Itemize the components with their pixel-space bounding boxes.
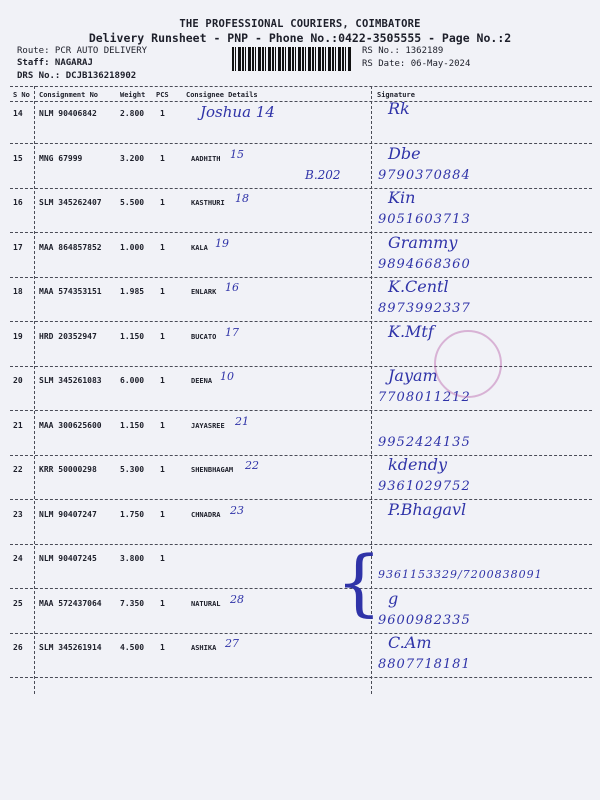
row-separator	[10, 188, 592, 189]
row-sno: 15	[13, 154, 23, 163]
row-sno: 22	[13, 465, 23, 474]
col-head-consignee: Consignee Details	[186, 91, 258, 99]
row-handwritten-number: 18	[235, 192, 249, 205]
row-consignee: AADHITH	[191, 155, 221, 163]
drs-number: DRS No.: DCJB136218902	[17, 71, 137, 81]
row-weight: 1.000	[120, 243, 145, 252]
row-weight: 5.500	[120, 198, 145, 207]
row-consignee: NATURAL	[191, 600, 221, 608]
row-separator	[10, 232, 592, 233]
row-signature-phone: 9790370884	[378, 168, 471, 183]
row-weight: 2.800	[120, 109, 145, 118]
row-pcs: 1	[160, 465, 165, 474]
row-sno: 23	[13, 510, 23, 519]
table-top-rule	[10, 86, 592, 87]
row-signature: g	[388, 589, 399, 608]
col-head-pcs: PCS	[156, 91, 169, 99]
route-label: Route: PCR AUTO DELIVERY	[17, 46, 148, 56]
row-separator	[10, 544, 592, 545]
row-handwritten-number: 10	[220, 370, 234, 383]
row-separator	[10, 410, 592, 411]
row-weight: 3.800	[120, 554, 145, 563]
row-weight: 3.200	[120, 154, 145, 163]
row-signature: Jayam	[388, 366, 438, 385]
row-consignment-no: NLM 90407247	[39, 510, 97, 519]
row-consignee: CHNADRA	[191, 511, 221, 519]
row-consignee: ENLARK	[191, 288, 217, 296]
rs-number: RS No.: 1362189	[362, 46, 444, 56]
row-handwritten-number: 27	[225, 637, 239, 650]
row-consignment-no: MNG 67999	[39, 154, 83, 163]
row-separator	[10, 588, 592, 589]
row-signature-phone: 9952424135	[378, 435, 471, 450]
row-separator	[10, 455, 592, 456]
row-consignee: DEENA	[191, 377, 213, 385]
row-handwritten-number: 19	[215, 237, 229, 250]
row-pcs: 1	[160, 154, 165, 163]
brace-mark: {	[336, 540, 382, 624]
row-signature-phone: 8973992337	[378, 301, 471, 316]
row-consignment-no: HRD 20352947	[39, 332, 97, 341]
row-pcs: 1	[160, 109, 165, 118]
row-consignment-no: MAA 300625600	[39, 421, 102, 430]
barcode	[232, 47, 352, 71]
rs-date: RS Date: 06-May-2024	[362, 59, 471, 69]
stamp	[434, 330, 502, 398]
col-head-sno: S No	[13, 91, 30, 99]
col-head-weight: Weight	[120, 91, 146, 99]
row-consignee: JAYASREE	[191, 422, 225, 430]
row-weight: 4.500	[120, 643, 145, 652]
row-handwritten-number: Joshua 14	[200, 103, 275, 121]
row-handwritten-number: 16	[225, 281, 239, 294]
row-consignment-no: SLM 345261914	[39, 643, 102, 652]
col-sep-1	[34, 86, 35, 694]
handwritten-flat: B.202	[305, 168, 341, 182]
row-signature-phone: 8807718181	[378, 657, 471, 672]
runsheet-title: Delivery Runsheet - PNP - Phone No.:0422-3505555 - Page No.:2	[88, 31, 512, 45]
row-consignment-no: MAA 572437064	[39, 599, 102, 608]
row-sno: 17	[13, 243, 23, 252]
row-pcs: 1	[160, 643, 165, 652]
row-consignment-no: MAA 574353151	[39, 287, 102, 296]
row-sno: 25	[13, 599, 23, 608]
col-head-signature: Signature	[377, 91, 415, 99]
row-consignee: KASTHURI	[191, 199, 225, 207]
row-signature: C.Am	[388, 633, 432, 652]
row-signature-phone: 7708011212	[378, 390, 471, 405]
row-handwritten-number: 15	[230, 148, 244, 161]
row-sno: 21	[13, 421, 23, 430]
row-weight: 6.000	[120, 376, 145, 385]
row-weight: 1.750	[120, 510, 145, 519]
row-pcs: 1	[160, 599, 165, 608]
row-consignee: SHENBHAGAM	[191, 466, 234, 474]
row-consignment-no: KRR 50000298	[39, 465, 97, 474]
row-consignee: ASHIKA	[191, 644, 217, 652]
header-bottom-rule	[10, 101, 592, 102]
row-handwritten-number: 23	[230, 504, 244, 517]
row-weight: 5.300	[120, 465, 145, 474]
row-consignee: BUCATO	[191, 333, 217, 341]
col-head-consignment: Consignment No	[39, 91, 99, 99]
row-weight: 1.150	[120, 421, 145, 430]
row-consignment-no: SLM 345262407	[39, 198, 102, 207]
row-sno: 14	[13, 109, 23, 118]
row-signature-phone: 9894668360	[378, 257, 471, 272]
row-sno: 26	[13, 643, 23, 652]
row-separator	[10, 277, 592, 278]
row-signature: K.Mtf	[388, 322, 434, 341]
row-pcs: 1	[160, 376, 165, 385]
row-sno: 16	[13, 198, 23, 207]
row-signature-phone: 9361153329/7200838091	[378, 568, 543, 581]
row-signature: K.Centl	[388, 277, 449, 296]
row-handwritten-number: 22	[245, 459, 259, 472]
row-pcs: 1	[160, 554, 165, 563]
row-pcs: 1	[160, 332, 165, 341]
row-signature-phone: 9051603713	[378, 212, 471, 227]
row-pcs: 1	[160, 198, 165, 207]
row-consignment-no: NLM 90406842	[39, 109, 97, 118]
row-consignee: KALA	[191, 244, 208, 252]
row-separator	[10, 366, 592, 367]
row-separator	[10, 499, 592, 500]
row-signature: kdendy	[388, 455, 447, 474]
row-consignment-no: SLM 345261083	[39, 376, 102, 385]
row-signature: P.Bhagavl	[388, 500, 467, 519]
row-signature: Rk	[388, 99, 410, 118]
row-handwritten-number: 28	[230, 593, 244, 606]
company-title: THE PROFESSIONAL COURIERS, COIMBATORE	[179, 18, 421, 30]
row-signature-phone: 9361029752	[378, 479, 471, 494]
row-signature: Dbe	[388, 144, 421, 163]
row-weight: 7.350	[120, 599, 145, 608]
row-separator	[10, 143, 592, 144]
row-signature: Kin	[388, 188, 416, 207]
row-separator	[10, 321, 592, 322]
row-sno: 18	[13, 287, 23, 296]
row-pcs: 1	[160, 243, 165, 252]
row-weight: 1.150	[120, 332, 145, 341]
row-sno: 20	[13, 376, 23, 385]
row-weight: 1.985	[120, 287, 145, 296]
row-signature: Grammy	[388, 233, 458, 252]
row-handwritten-number: 17	[225, 326, 239, 339]
row-pcs: 1	[160, 510, 165, 519]
row-sno: 24	[13, 554, 23, 563]
row-handwritten-number: 21	[235, 415, 249, 428]
row-pcs: 1	[160, 287, 165, 296]
row-pcs: 1	[160, 421, 165, 430]
row-separator	[10, 677, 592, 678]
row-consignment-no: NLM 90407245	[39, 554, 97, 563]
row-separator	[10, 633, 592, 634]
row-sno: 19	[13, 332, 23, 341]
row-signature-phone: 9600982335	[378, 613, 471, 628]
row-consignment-no: MAA 864857852	[39, 243, 102, 252]
staff-label: Staff: NAGARAJ	[17, 58, 93, 68]
